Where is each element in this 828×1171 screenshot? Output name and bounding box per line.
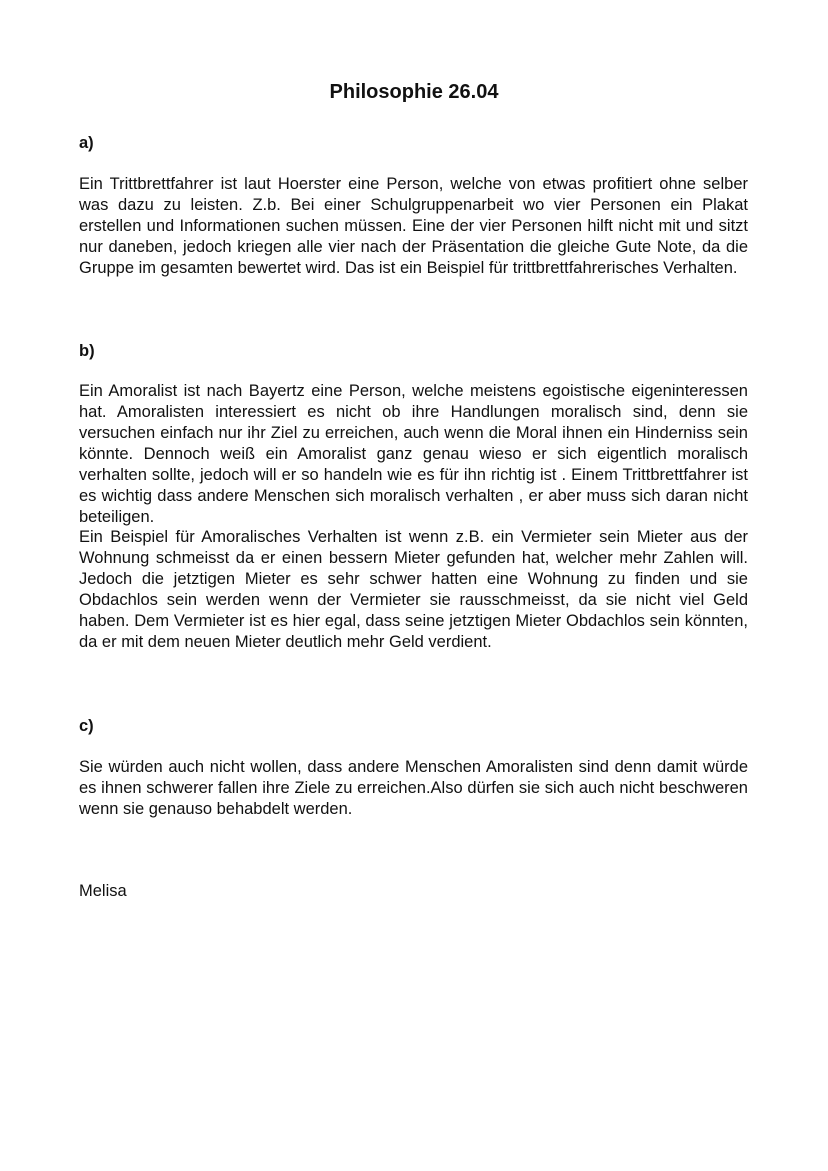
section-label-b: b) bbox=[79, 342, 95, 360]
section-a-paragraph: Ein Trittbrettfahrer ist laut Hoerster eine Person, welche von etwas profitiert ohne selber was dazu zu leisten. Z.b. Bei einer Schulgruppenarbeit wo vier Personen ein Plakat erstellen und Informationen suchen müssen. Eine der vier Personen hilft nicht mit und sitzt nur daneben, jedoch kriegen alle vier nach der Präsentation die gleiche Gute Note, da die Gruppe im gesamten bewertet wird. Das ist ein Beispiel für trittbrettfahrerisches Verhalten. bbox=[79, 175, 748, 277]
section-b-paragraph-1: Ein Amoralist ist nach Bayertz eine Person, welche meistens egoistische eigeninteressen hat. Amoralisten interessiert es nicht ob ihre Handlungen moralisch sind, denn sie versuchen einfach nur ihr Ziel zu erreichen, auch wenn die Moral ihnen ein Hinderniss sein könnte. Dennoch weiß ein Amoralist ganz genau wieso er sich eigentlich moralisch verhalten sollte, jedoch will er so handeln wie es für ihn richtig ist . Einem Trittbrettfahrer ist es wichtig dass andere Menschen sich moralisch verhalten , er aber muss sich daran nicht beteiligen. bbox=[79, 382, 748, 526]
page-title: Philosophie 26.04 bbox=[329, 81, 499, 103]
section-b-paragraph-2: Ein Beispiel für Amoralisches Verhalten ist wenn z.B. ein Vermieter sein Mieter aus der Wohnung schmeisst da er einen bessern Mieter gefunden hat, welcher mehr Zahlen will. Jedoch die jetztigen Mieter es sehr schwer hatten eine Wohnung zu finden und sie Obdachlos sein werden wenn der Vermieter sie rausschmeisst, da sie nicht viel Geld haben. Dem Vermieter ist es hier egal, dass seine jetztigen Mieter Obdachlos sein könnten, da er mit dem neuen Mieter deutlich mehr Geld verdient. bbox=[79, 528, 748, 651]
author-signature: Melisa bbox=[79, 882, 127, 900]
section-c-paragraph: Sie würden auch nicht wollen, dass andere Menschen Amoralisten sind denn damit würde es ihnen schwerer fallen ihre Ziele zu erreichen.Also dürfen sie sich auch nicht beschweren wenn sie genauso behabdelt werden. bbox=[79, 758, 748, 818]
section-label-c: c) bbox=[79, 717, 94, 735]
section-label-a: a) bbox=[79, 134, 94, 152]
